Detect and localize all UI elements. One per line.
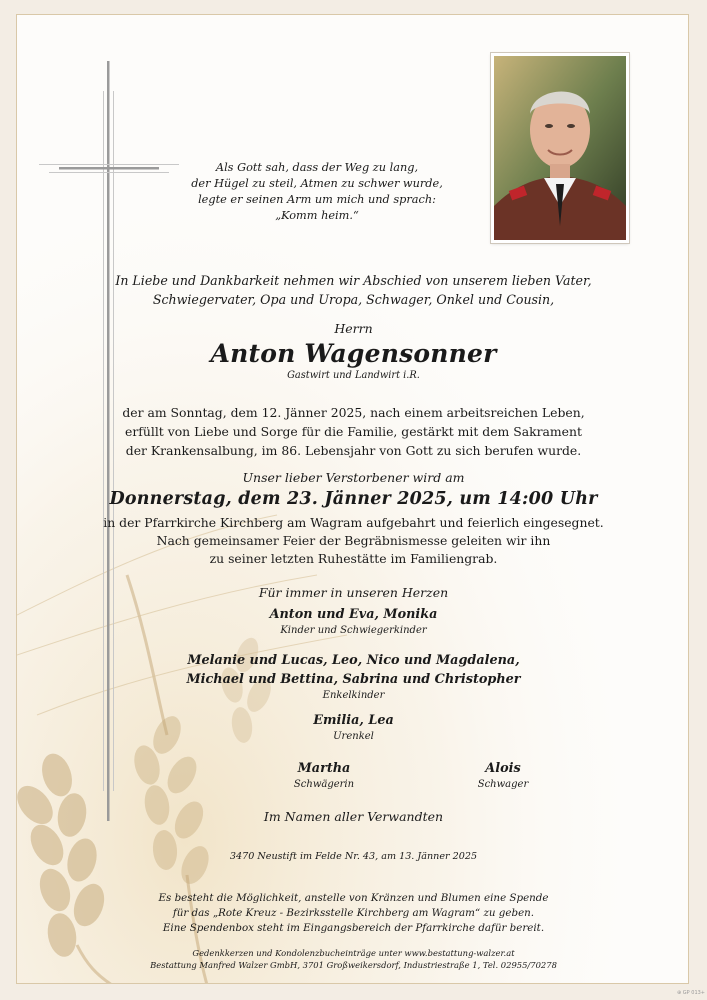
- deceased-name: Anton Wagensonner: [210, 339, 497, 368]
- donation-note: [17, 891, 689, 936]
- funeral-line: in der Pfarrkirche Kirchberg am Wagram aufgebahrt und feierlich eingesegnet.: [103, 515, 604, 530]
- poem-line: Als Gott sah, dass der Weg zu lang,: [215, 161, 419, 174]
- passing-text: [17, 403, 689, 460]
- family-line: Im Namen aller Verwandten: [263, 809, 444, 824]
- mourner-relation: Enkelkinder: [322, 690, 385, 701]
- mourner-names: Martha: [297, 761, 351, 776]
- intro-line: In Liebe und Dankbarkeit nehmen wir Abschied von unserem lieben Vater,: [115, 273, 592, 288]
- print-stamp: ⊕ GP 013+: [677, 990, 705, 996]
- mourner-names: Emilia, Lea: [313, 713, 394, 728]
- donation-line: Eine Spendenbox steht im Eingangsbereich der Pfarrkirche dafür bereit.: [162, 922, 545, 934]
- mourner-group-great-grandchildren: [17, 711, 689, 744]
- poem-line: der Hügel zu steil, Atmen zu schwer wurde,: [191, 177, 443, 190]
- deceased-occupation: Gastwirt und Landwirt i.R.: [287, 370, 420, 381]
- mourner-names: Alois: [485, 761, 521, 776]
- mourner-group-grandchildren: [17, 651, 689, 703]
- footer-line: Gedenkkerzen und Kondolenzbucheinträge unter www.bestattung-walzer.at: [192, 948, 515, 958]
- undertaker-footer: [17, 947, 689, 971]
- donation-line: Es besteht die Möglichkeit, anstelle von Kränzen und Blumen eine Spende: [158, 892, 549, 904]
- parte-card: [16, 14, 689, 984]
- footer-line: Bestattung Manfred Walzer GmbH, 3701 Großweikersdorf, Industriestraße 1, Tel. 02955/70278: [150, 960, 557, 970]
- intro-line: Schwiegervater, Opa und Uropa, Schwager, Onkel und Cousin,: [152, 292, 555, 307]
- place-date: 3470 Neustift im Felde Nr. 43, am 13. Jänner 2025: [229, 851, 478, 862]
- poem-line: „Komm heim.“: [275, 209, 359, 222]
- donation-line: für das „Rote Kreuz - Bezirksstelle Kirchberg am Wagram“ zu geben.: [172, 907, 535, 919]
- intro-text: [17, 271, 689, 309]
- poem-line: legte er seinen Arm um mich und sprach:: [198, 193, 436, 206]
- mourners-intro: Für immer in unseren Herzen: [258, 585, 449, 600]
- passing-line: der am Sonntag, dem 12. Jänner 2025, nach einem arbeitsreichen Leben,: [122, 405, 585, 420]
- salutation: Herrn: [334, 321, 373, 336]
- funeral-details: [17, 514, 689, 568]
- passing-line: der Krankensalbung, im 86. Lebensjahr von Gott zu sich berufen wurde.: [125, 443, 582, 458]
- funeral-line: Nach gemeinsamer Feier der Begräbnismesse geleiten wir ihn: [156, 533, 551, 548]
- portrait-photo: [491, 53, 629, 243]
- poem: [157, 160, 477, 224]
- passing-line: erfüllt von Liebe und Sorge für die Familie, gestärkt mit dem Sakrament: [125, 424, 582, 439]
- mourner-names: Melanie und Lucas, Leo, Nico und Magdalena,: [187, 653, 520, 668]
- mourner-relation: Schwager: [477, 779, 529, 790]
- mourner-group-children: [17, 605, 689, 638]
- mourner-brother-in-law: [433, 759, 573, 792]
- mourner-names: Michael und Bettina, Sabrina und Christopher: [186, 672, 521, 687]
- funeral-announcement: Unser lieber Verstorbener wird am: [242, 470, 465, 485]
- mourner-relation: Urenkel: [333, 731, 374, 742]
- mourner-names: Anton und Eva, Monika: [269, 607, 438, 622]
- funeral-date: Donnerstag, dem 23. Jänner 2025, um 14:00 Uhr: [109, 489, 598, 509]
- mourner-relation: Kinder und Schwiegerkinder: [280, 625, 427, 636]
- mourner-relation: Schwägerin: [293, 779, 355, 790]
- funeral-line: zu seiner letzten Ruhestätte im Familiengrab.: [209, 551, 498, 566]
- mourner-sister-in-law: [254, 759, 394, 792]
